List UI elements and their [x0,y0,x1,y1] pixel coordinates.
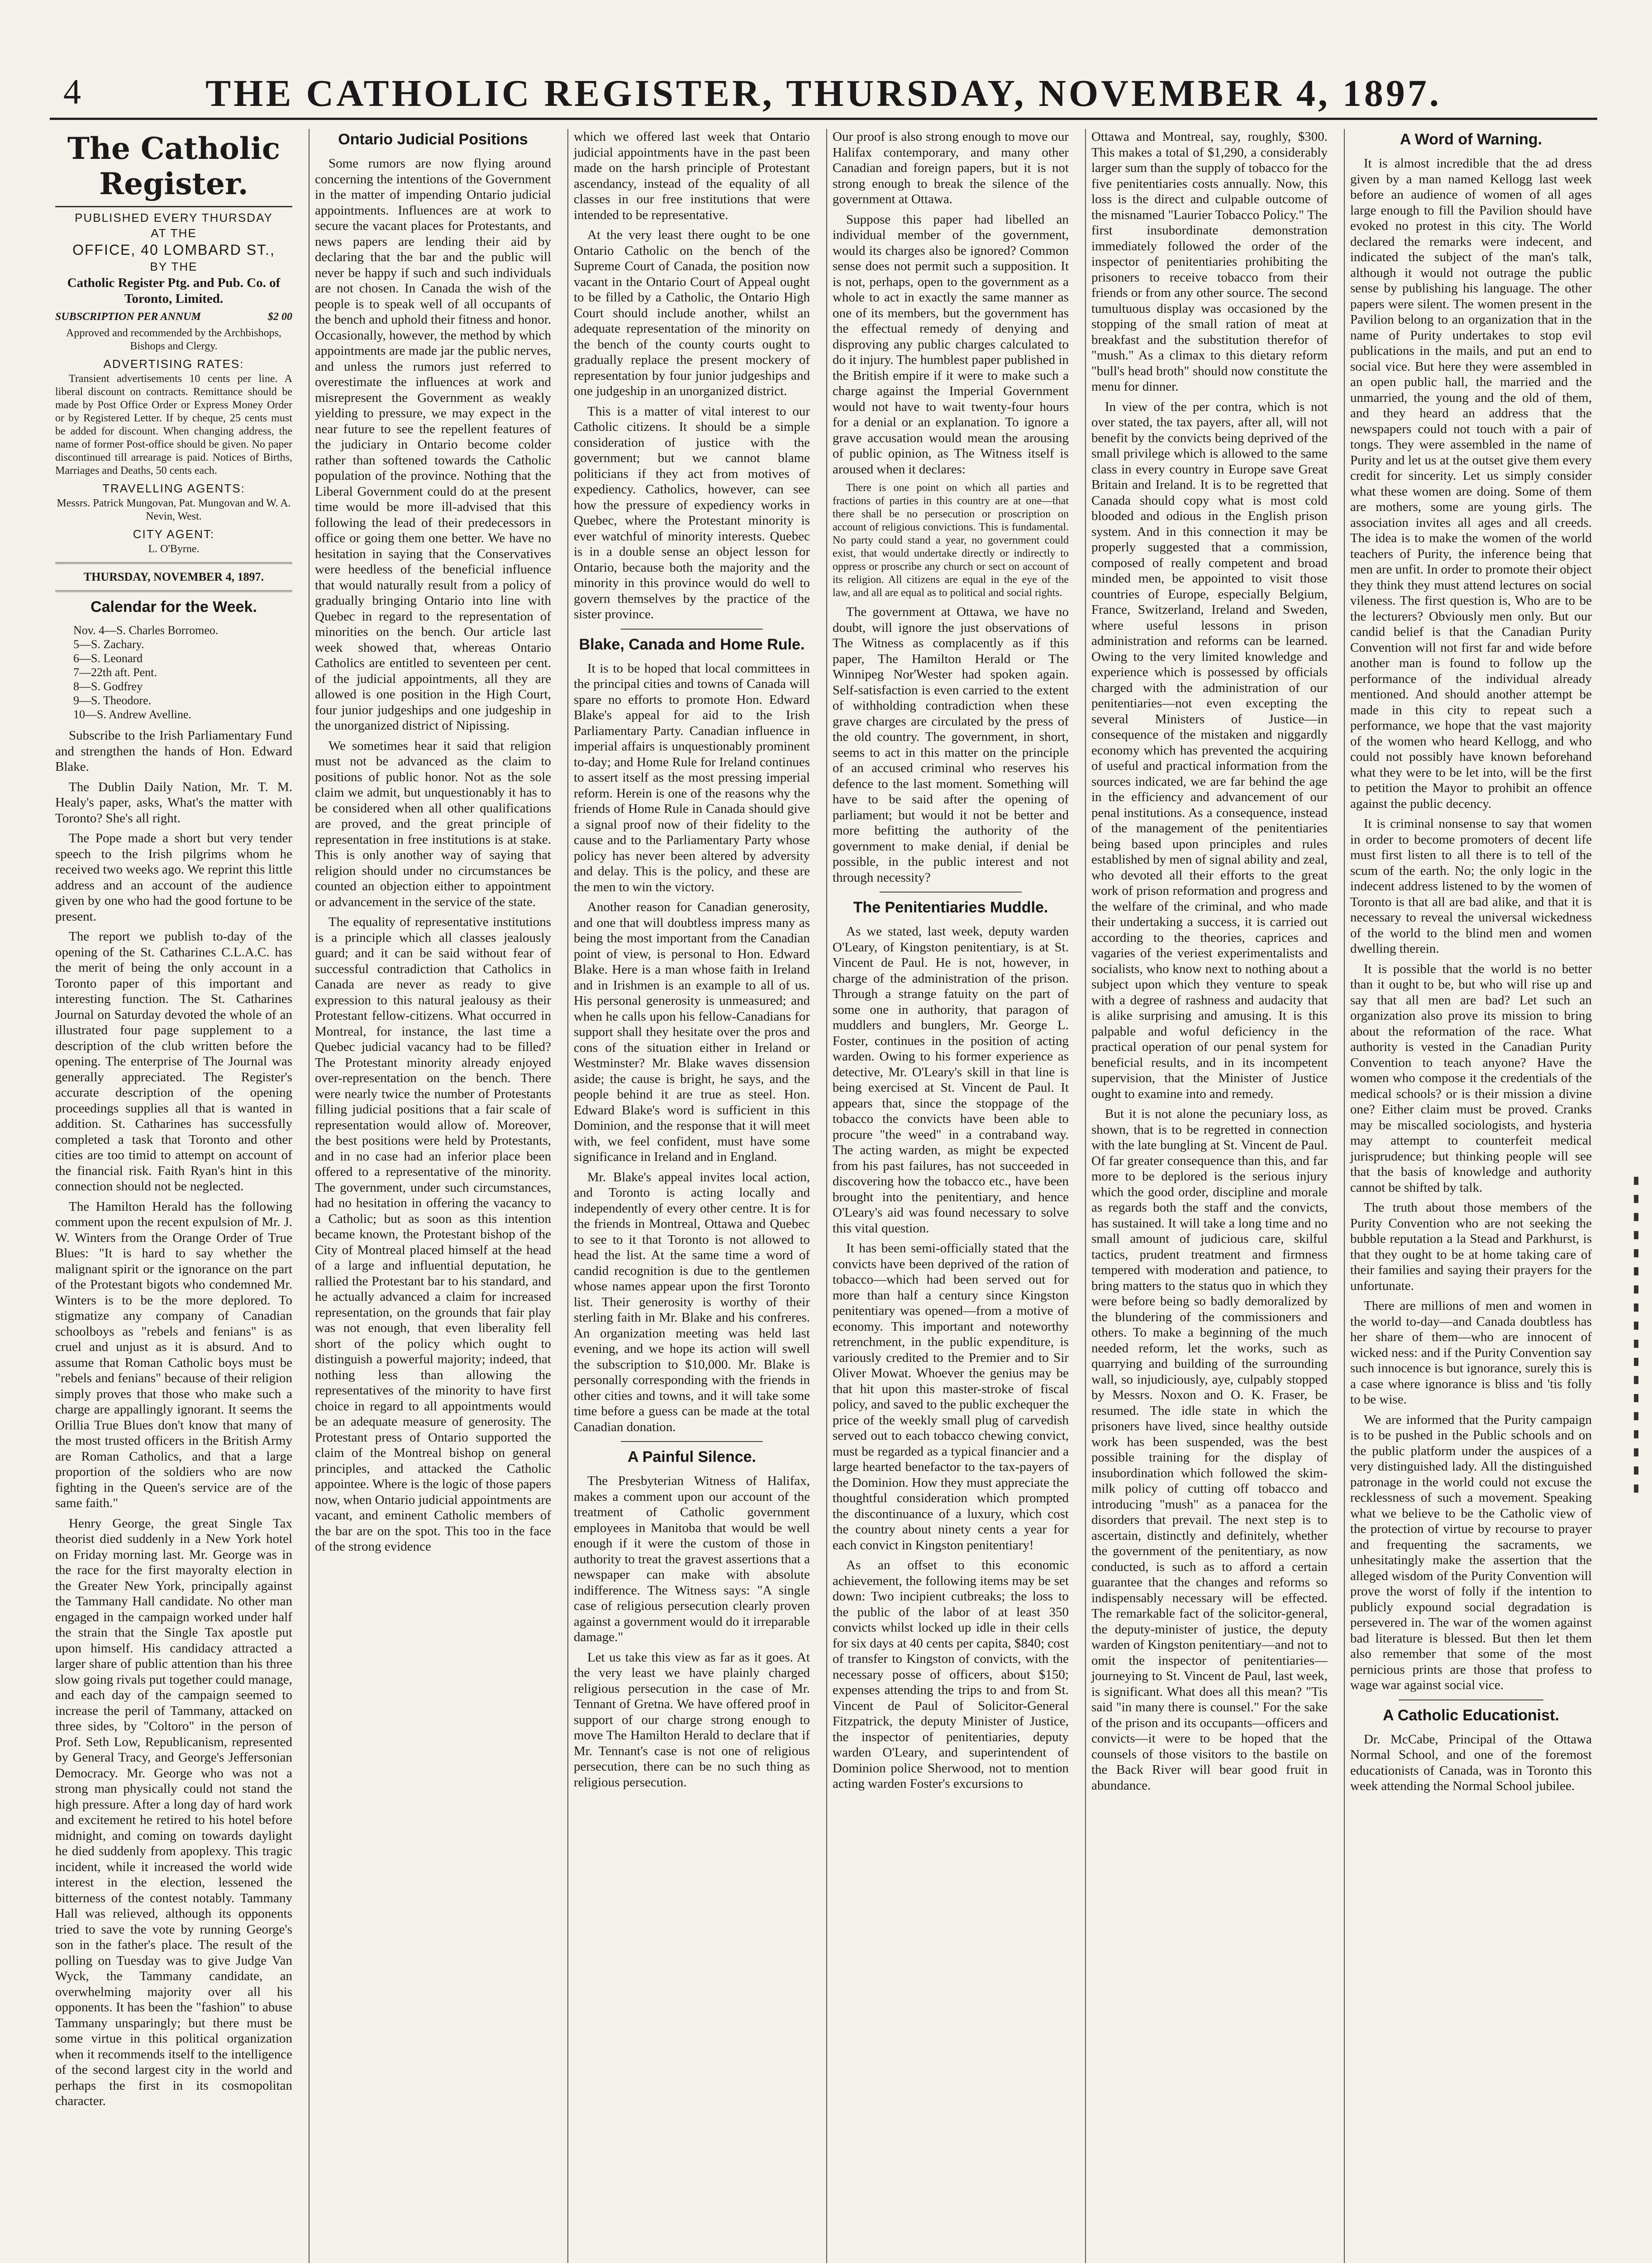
office-address: OFFICE, 40 LOMBARD ST., [72,242,275,258]
paragraph: Some rumors are now flying around concerning the intentions of the Government in the matter of impending Ontario judicial appointments. Influences are at work to secure the vacant places for Protestants, and news papers are lending their aid by declaring that the bar and the public will never be happy if such and such individuals are not chosen. In Canada the wish of the people is to speak well of all occupants of the bench and uphold their fitness and honor. Occasionally, however, the method by which appointments are made jar the public nerves, and unless the rumors just referred to overestimate the influences at work and misrepresent the Government as weakly yielding to pressure, we may expect in the near future to see the repellent features of the judiciary in Ontario become colder rather than softened towards the Catholic population of the province. Nothing that the Liberal Government could do at the present time would be more ill-advised that this following the lead of their predecessors in office or going them one better. We have no hesitation in saying that the Conservatives were heedless of the beneficial influence that would naturally result from a policy of gradually bringing Ontario into line with Quebec in regard to the representation of minorities on the bench. Our article last week showed that, whereas Ontario Catholics are entitled to seventeen per cent. of the judicial appointments, all they are allowed is one position in the High Court, four junior judgeships and one judgeship in the unorganized district of Nipissing. [315,156,551,733]
paragraph: We sometimes hear it said that religion must not be advanced as the claim to positions of public honor. Not as the sole claim we admit, but unquestionably it has to be considered when all other qualifications are proved, and the great principle of representation in free institutions is at stake. This is only another way of saying that religion should under no circumstances be counted an objection either to appointment or advancement in the service of the state. [315,738,551,909]
paragraph: There are millions of men and women in the world to-day—and Canada doubtless has her share of them—who are innocent of wicked ness: and if the Purity Convention say such innocence is but ignorance, surely this is a case where ignorance is bliss and 'tis folly to be wise. [1350,1299,1592,1407]
paragraph: Henry George, the great Single Tax theorist died suddenly in a New York hotel on Friday morning last. Mr. George was in the race for the first mayoralty election in the Greater New York, principally against the Tammany Hall candidate. No other man engaged in the campaign worked under half the strain that the Single Tax apostle put upon himself. His candidacy attracted a larger share of public attention than his three slow going rivals put together could manage, and each day of the campaign seemed to increase the peril of Tammany, attacked on three sides, by "Coltoro" in the person of Prof. Seth Low, Republicanism, represented by General Tracy, and George's Jeffersonian Democracy. Mr. George who was not a strong man physically could not stand the high pressure. After a long day of hard work and excitement he retired to his hotel before midnight, and coming on towards daylight he died suddenly from apoplexy. This tragic incident, while it increased the world wide interest in the election, lessened the bitterness of the contest notably. Tammany Hall was relieved, although its opponents tried to save the vote by running George's son in the father's place. The result of the polling on Tuesday was to give Judge Van Wyck, the Tammany candidate, an overwhelming majority over all his opponents. It has been the "fashion" to abuse Tammany unsparingly; but there must be some virtue in this political organization when it recommends itself to the intelligence of the second largest city in the world and perhaps the first in its cosmopolitan character. [55,1516,292,2108]
article-heading: A Catholic Educationist. [1383,1706,1559,1724]
travelling-text: Messrs. Patrick Mungovan, Pat. Mungovan and W. A. Nevin, West. [57,497,291,522]
subscription-amount: $2 00 [268,311,292,323]
article-heading: Ontario Judicial Positions [338,131,528,148]
paragraph: Mr. Blake's appeal invites local action, and Toronto is acting locally and independently of every other centre. It is for the friends in Montreal, Ottawa and Quebec to see to it that Toronto is not allowed to head the list. At the same time a word of candid recognition is due to the gentlemen whose names appear upon the first Toronto list. Their generosity is worthy of their sterling faith in Mr. Blake and his confreres. An organization meeting was held last evening, and we hope its action will swell the subscription to $10,000. Mr. Blake is personally corresponding with the friends in other cities and towns, and it will take some time before a guess can be made at the total Canadian donation. [574,1170,810,1434]
column-4 [826,129,1074,2263]
paragraph: It is criminal nonsense to say that women in order to become promoters of decent life must first listen to all there is to tell of the scum of the earth. No; the only logic in the indecent address listened to by the women of Toronto is that all are bad alike, and that it is necessary to reveal the universal wickedness of the world to the blind men and women dwelling therein. [1350,816,1592,956]
column-3 [567,129,815,2263]
divider [880,892,1021,893]
company-name: Catholic Register Ptg. and Pub. Co. of Toronto, Limited. [67,276,281,306]
paper-nameplate: The Catholic Register. [55,131,292,207]
paragraph: The Dublin Daily Nation, Mr. T. M. Healy's paper, asks, What's the matter with Toronto? She's all right. [55,779,292,826]
calendar-item: 9—S. Theodore. [73,694,152,707]
paragraph: Let us take this view as far as it goes. At the very least we have plainly charged religious persecution in the case of Mr. Tennant of Gretna. We have offered proof in support of our charge strong enough to move The Hamilton Herald to declare that if Mr. Tennant's case is not one of religious persecution, there can be no such thing as religious persecution. [574,1650,810,1790]
travelling-head: TRAVELLING AGENTS: [102,482,245,495]
paragraph: Our proof is also strong enough to move our Halifax contemporary, and many other Canadian and foreign papers, but it is not strong enough to break the silence of the government at Ottawa. [833,129,1069,206]
article-heading: Blake, Canada and Home Rule. [579,635,805,653]
page-number: 4 [63,72,81,111]
paragraph: At the very least there ought to be one Ontario Catholic on the bench of the Supreme Court of Canada, the position now vacant in the Ontario Court of Appeal ought to be filled by a Catholic, the Ontario High Court should include another, whilst an adequate representation of the minority on the bench of the county courts ought to gradually replace the present mockery of representation by four junior judgeships and one judgeship in an unorganized district. [574,228,810,398]
city-agent-head: CITY AGENT: [133,527,215,541]
paragraph: Another reason for Canadian generosity, and one that will doubtless impress many as being the most important from the Canadian point of view, is personal to Hon. Edward Blake. Here is a man whose faith in Ireland and in Irishmen is an example to all of us. His personal generosity is unmeasured; and when he calls upon his fellow-Canadians for support shall they hesitate over the pros and cons of the situation either in Ireland or Westminster? Mr. Blake waves dissension aside; the cause is bright, he says, and the people behind it are true as steel. Hon. Edward Blake's word is sufficient in this Dominion, and the response that it will meet with, we feel confident, must have some significance in Ireland and in England. [574,900,810,1164]
approval-note: Approved and recommended by the Archbishops, Bishops and Clergy. [66,327,281,352]
calendar-item: 7—22th aft. Pent. [73,666,157,679]
column-6 [1344,129,1597,2263]
advertising-text: Transient advertisements 10 cents per line. A liberal discount on contracts. Remittance should be made by Post Office Order or Express Money Order or by Registered Letter. If by cheque, 25 cents must be added for discount. When changing address, the name of former Post-office should be given. No paper discontinued till arrearage is paid. Notices of Births, Marriages and Deaths, 50 cents each. [55,373,292,477]
divider [55,562,292,564]
column-2 [309,129,557,2263]
column-1 [50,129,298,2263]
article-heading: A Painful Silence. [627,1448,757,1466]
paragraph: But it is not alone the pecuniary loss, as shown, that is to be regretted in connection with the late bungling at St. Vincent de Paul. Of far greater consequence than this, and far more to be deplored is the serious injury which the good order, discipline and morale as regards both the staff and the convicts, has sustained. It will take a long time and no small amount of judicious care, skilful tactics, prudent treatment and firmness tempered with moderation and patience, to bring matters to the status quo in which they were before being so badly demoralized by the blundering of the commissioners and others. To make a beginning of the much needed reform, let the works, such as quarrying and building of the surrounding wall, so injudiciously, aye, culpably stopped by Messrs. Noxon and O. K. Fraser, be resumed. The idle state in which the prisoners have lived, since healthy outside work has been suspended, was the best possible training for the display of insubordination which followed the skim-milk policy of cutting off tobacco and introducing "mush" as a panacea for the disorders that prevail. The next step is to ascertain, distinctly and definitely, whether the government of the penitentiary, as now conducted, is such as to afford a certain guarantee that the changes and reforms so indispensably necessary will be effected. The remarkable fact of the solicitor-general, the deputy-minister of justice, the deputy warden of Kingston penitentiary—and not to omit the inspector of penitentiaries—journeying to St. Vincent de Paul, last week, is significant. What does all this mean? "Tis said "in many there is counsel." For the sake of the prison and its occupants—officers and convicts—it were to be hoped that the counsels of those visitors to the bastile on the Back River will bear good fruit in abundance. [1091,1107,1328,1793]
scan-edge-artifact [1634,1177,1638,1494]
subscription-label: SUBSCRIPTION PER ANNUM [55,311,201,323]
paragraph: In view of the per contra, which is not over stated, the tax payers, after all, will not benefit by the convicts being deprived of the small privilege which is allowed to the same class in every country in Europe save Great Britain and Ireland. It is to be regretted that Canada should copy what is most cold blooded and odious in the English prison system. And in this connection it may be properly suggested that a commission, composed of really competent and broad minded men, be appointed to visit those countries of Europe, especially Belgium, France, Switzerland, Ireland and Sweden, where useful lessons in prison administration and reforms can be learned. Owing to the very limited knowledge and experience which is possessed by officials charged with the administration of our penitentiaries—not even excepting the several Ministers of Justice—in consequence of the mistaken and niggardly economy which has prevented the acquiring of useful and practical information from the sources indicated, we are far behind the age in the efficiency and advancement of our penal institutions. As a consequence, instead of the management of the penitentiaries being based upon principles and rules established by men of signal ability and zeal, who devoted all their efforts to the great work of prison reformation and progress and the welfare of the criminal, and who made their undertaking a success, it is carried out according to the theories, caprices and vagaries of the veriest experimentalists and socialists, who know next to nothing about a subject upon which they venture to speak with a degree of rashness and audacity that is alike surprising and amusing. It is this palpable and woful deficiency in the practical operation of our penal system for beneficial results, and in its incompetent supervision, that the Minister of Justice ought to examine into and remedy. [1091,399,1328,1101]
paragraph: It has been semi-officially stated that the convicts have been deprived of the ration of tobacco—which had been served out for more than half a century since Kingston penitentiary was opened—from a motive of economy. This important and noteworthy retrenchment, in the public expenditure, is variously credited to the Premier and to Sir Oliver Mowat. Whoever the genius may be that hit upon this master-stroke of fiscal policy, and saved to the public exchequer the price of the weekly small plug of carvedish served out to each tobacco chewing convict, must be regarded as a typical financier and a large hearted benefactor to the tax-payers of the Dominion. How they must appreciate the thoughtful consideration which prompted the discontinuance of a luxury, which cost the country about ninety cents a year for each convict in Kingston penitentiary! [833,1241,1069,1552]
paragraph: The report we publish to-day of the opening of the St. Catharines C.L.A.C. has the merit of being the only account in a Toronto paper of this important and interesting function. The St. Catharines Journal on Saturday devoted the whole of an illustrated four page supplement to a description of the club written before the opening. The enterprise of The Journal was generally appreciated. The Register's accurate description of the opening proceedings supplies all that is wanted in addition. St. Catharines has successfully completed a task that Toronto and other cities are too timid to attempt on account of the financial risk. Faith Ryan's hint in this connection should not be neglected. [55,929,292,1194]
paragraph: The government at Ottawa, we have no doubt, will ignore the just observations of The Witness as complacently as if this paper, The Hamilton Herald or The Winnipeg Nor'Wester had spoken again. Self-satisfaction is even carried to the extent of withholding contradiction when these grave charges are circulated by the press of the old country. The government, in short, seems to act in this matter on the principle of an accused criminal who reserves his defence to the last moment. Something will have to be said after the opening of parliament; but would it not be better and more befitting the authority of the government to make denial, if denial be possible, in the public interest and not through necessity? [833,605,1069,885]
at-the: AT THE [151,226,197,240]
page-title: THE CATHOLIC REGISTER, THURSDAY, NOVEMBER 4, 1897. [205,72,1442,115]
masthead [50,63,1597,120]
paragraph: Dr. McCabe, Principal of the Ottawa Normal School, and one of the foremost educationists of Canada, was in Toronto this week attending the Normal School jubilee. [1350,1732,1592,1793]
quotation: There is one point on which all parties and fractions of parties in this country are at one—that there shall be no persecution or proscription on account of religious convictions. This is fundamental. No party could stand a year, no government could exist, that would undertake directly or indirectly to oppress or proscribe any church or sect on account of its religion. All citizens are equal in the eye of the law, and all are equal as to political and social rights. [833,482,1069,599]
paragraph: As we stated, last week, deputy warden O'Leary, of Kingston penitentiary, is at St. Vincent de Paul. He is not, however, in charge of the administration of the prison. Through a strange fatuity on the part of some one in authority, that paragon of muddlers and bunglers, Mr. George L. Foster, continues in the position of acting warden. Owing to his former experience as detective, Mr. O'Leary's skill in that line is being exercised at St. Vincent de Paul. It appears that, since the stoppage of the tobacco the convicts have been able to procure "the weed" in a contraband way. The acting warden, as might be expected from his past failures, has not succeeded in discovering how the tobacco etc., have been brought into the penitentiary, and hence O'Leary's aid was found necessary to solve this vital question. [833,924,1069,1236]
calendar-item: 6—S. Leonard [73,652,143,665]
paragraph: Suppose this paper had libelled an individual member of the government, would its charges also be ignored? Common sense does not permit such a supposition. It is not, perhaps, open to the government as a whole to act in exactly the same manner as one of its members, but the government has the effectual remedy of denying and disproving any public charges calculated to do it injury. The humblest paper published in the British empire if it were to make such a charge against the Imperial Government would not have to wait twenty-four hours for a denial or an explanation. To ignore a grave accusation would mean the arousing of public opinion, as The Witness itself is aroused when it declares: [833,212,1069,477]
published-line: PUBLISHED EVERY THURSDAY [75,211,273,224]
calendar-list [55,623,292,721]
paragraph: We are informed that the Purity campaign is to be pushed in the Public schools and on the public platform under the auspices of a very distinguished lady. All the distinguished patronage in the world could not excuse the recklessness of such a movement. Speaking what we believe to be the Catholic view of the protection of virtue by recourse to prayer and frequenting the sacraments, we unhesitatingly make the assertion that the alleged wisdom of the Purity Convention will prove the worst of folly if the intention to publicly expound social degradation is persevered in. The war of the women against bad literature is blessed. But then let them also remember that some of the most pernicious prints are those that profess to wage war against social vice. [1350,1412,1592,1692]
dateline: THURSDAY, NOVEMBER 4, 1897. [83,570,264,583]
paragraph: It is to be hoped that local committees in the principal cities and towns of Canada will spare no efforts to promote Hon. Edward Blake's appeal for aid to the Irish Parliamentary Party. Canadian influence in imperial affairs is unquestionably prominent to-day; and Home Rule for Ireland continues to assert itself as the most pressing imperial reform. Herein is one of the reasons why the friends of Home Rule in Canada should give a signal proof now of their fidelity to the cause and to the Parliamentary Party whose policy has never been altered by adversity and delay. This is the policy, and these are the men to win the victory. [574,661,810,894]
divider [621,1441,762,1442]
advertising-head: ADVERTISING RATES: [103,357,244,371]
paragraph: The Presbyterian Witness of Halifax, makes a comment upon our account of the treatment of Catholic government employees in Manitoba that would be well enough if it were the custom of those in authority to treat the gravest assertions that a newspaper can make with absolute indifference. The Witness says: "A single case of religious persecution clearly proven against a government would do it irreparable damage." [574,1474,810,1644]
paragraph: The Hamilton Herald has the following comment upon the recent expulsion of Mr. J. W. Winters from the Orange Order of True Blues: "It is hard to say whether the malignant spirit or the ignorance on the part of the Protestant bigots who condemned Mr. Winters is to be the more deplored. To stigmatize any company of Canadian schoolboys as "rebels and fenians" is as cruel and unjust as it is absurd. And to assume that Roman Catholic boys must be "rebels and fenians" because of their religion simply proves that those who make such a charge are appallingly ignorant. It seems the Orillia True Blues don't know that many of the most trusted officers in the British Army are Roman Catholics, and that a large proportion of the soldiers who are now fighting in the Queen's service are of the same faith." [55,1199,292,1510]
paragraph: The Pope made a short but very tender speech to the Irish pilgrims whom he received two weeks ago. We reprint this little address and an account of the audience given by one who had the good fortune to be present. [55,831,292,924]
paragraph: It is possible that the world is no better than it ought to be, but who will rise up and say that all men are bad? Let such an organization also prove its mission to bring about the reformation of the race. What authority is vested in the Canadian Purity Convention to teach anyone? Have the women who compose it the credentials of the medical schools? or is their mission a divine one? Either claim must be proved. Cranks may be miscalled sociologists, and hysteria may attempt to counterfeit medical jurisprudence; but thinking people will see that the basis of knowledge and authority cannot be shifted by talk. [1350,961,1592,1195]
calendar-heading: Calendar for the Week. [90,598,257,616]
paragraph: Subscribe to the Irish Parliamentary Fund and strengthen the hands of Hon. Edward Blake. [55,728,292,774]
subscription-price [55,311,292,323]
divider [621,629,762,630]
column-5 [1085,129,1333,2263]
paragraph: Ottawa and Montreal, say, roughly, $300. This makes a total of $1,290, a considerably larger sum than the supply of tobacco for the five penitentiaries costs annually. Now, this loss is the direct and culpable outcome of the misnamed "Laurier Tobacco Policy." The first insubordinate demonstration immediately followed the order of the inspector of penitentiaries prohibiting the prisoners to receive tobacco from their friends or from any other source. The second tumultuous display was occasioned by the stopping of the small ration of meat at breakfast and the substitution therefor of "mush." As a climax to this dietary reform "bull's head broth" should now constitute the menu for dinner. [1091,129,1328,394]
paragraph: The equality of representative institutions is a principle which all classes jealously guard; and it can be said without fear of successful contradiction that Catholics in Canada are never as ready to give expression to this natural jealousy as their Protestant fellow-citizens. What occurred in Montreal, for instance, the last time a Quebec judicial vacancy had to be filled? The Protestant minority already enjoyed over-representation on the bench. There were nearly twice the number of Protestants filling judicial positions that a fair scale of representation would allow of. Moreover, the best positions were held by Protestants, and in no case had an inferior place been offered to a representative of the minority. The government, under such circumstances, had no hesitation in offering the vacancy to a Catholic; but as soon as this intention became known, the Protestant bishop of the City of Montreal placed himself at the head of a large and influential deputation, he rallied the Protestant bar to his standard, and he actually advanced a claim for increased representation, on the grounds that fair play was not enough, that even liberality fell short of the policy which ought to distinguish a powerful majority; indeed, that nothing less than allowing the representatives of the minority to have first choice in regard to all appointments would be an adequate measure of generosity. The Protestant press of Ontario supported the claim of the Montreal bishop on general principles, and attacked the Catholic appointee. Where is the logic of those papers now, when Ontario judicial appointments are vacant, and eminent Catholic members of the bar are on the spot. This too in the face of the strong evidence [315,915,551,1554]
calendar-item: 8—S. Godfrey [73,680,143,693]
calendar-item: Nov. 4—S. Charles Borromeo. [73,624,219,637]
paragraph: It is almost incredible that the ad dress given by a man named Kellogg last week before an audience of women of all ages large enough to fill the Pavilion should have evoked no protest in this city. The World declared the remarks were indecent, and indicated the subject of the man's talk, although it would not outrage the public sense by publishing his language. The other papers were silent. The women present in the Pavilion belong to an organization that in the name of Purity undertakes to stop evil publications in the mails, and put an end to social vice. But here they were assembled in an open public hall, the married and the unmarried, the young and the old of them, and they heard an address that the newspapers could not touch with a pair of tongs. They were assembled in the name of Purity and let us at the outset give them every credit for sincerity. Let us simply consider what these women are doing. Some of them are mothers, some are young girls. The association invites all ages and all creeds. The idea is to make the women of the world teachers of Purity, the inference being that men are unfit. In order to promote their object they think they must attend lectures on social vileness. The first question is, Who are to be the lecturers? Obviously men only. But our candid belief is that the Canadian Purity Convention will not first far and wide before another man is found to follow up the performance of the individual already mentioned. And should another attempt be made in this city to repeat such a performance, we hope that the vast majority of the women who heard Kellogg, and who could not possibly have known beforehand what they were to be let into, will be the first to petition the Mayor to prohibit an offence against the public decency. [1350,156,1592,811]
calendar-item: 10—S. Andrew Avelline. [73,708,191,721]
paragraph: which we offered last week that Ontario judicial appointments have in the past been made on the harsh principle of Protestant ascendancy, instead of the equality of all classes in our free institutions that were intended to be representative. [574,129,810,222]
calendar-item: 5—S. Zachary. [73,638,144,651]
article-heading: The Penitentiaries Muddle. [853,899,1048,916]
paragraph: This is a matter of vital interest to our Catholic citizens. It should be a simple consideration of justice with the government; but we cannot blame politicians if they act from motives of expediency. Catholics, however, can see how the pressure of expediency works in Quebec, where the Protestant minority is ever watchful of minority interests. Quebec is in a double sense an object lesson for Ontario, because both the majority and the minority in this province would do well to govern themselves by the practice of the sister province. [574,404,810,621]
article-heading: A Word of Warning. [1400,131,1543,148]
paragraph: As an offset to this economic achievement, the following items may be set down: Two incipient cutbreaks; the loss to the public of the labor of at least 350 convicts whilst locked up idle in their cells for six days at 40 cents per capita, $840; cost of transfer to Kingston of convicts, with the necessary posse of officers, about $150; expenses attending the trips to and from St. Vincent de Paul of Solicitor-General Fitzpatrick, the deputy Minister of Justice, the inspector of penitentiaries, deputy warden O'Leary, and superintendent of Dominion police Sherwood, not to mention acting warden Foster's excursions to [833,1558,1069,1791]
divider [55,590,292,592]
paragraph: The truth about those members of the Purity Convention who are not seeking the bubble reputation a la Stead and Parkhurst, is that they ought to be at home taking care of their families and saying their prayers for the unfortunate. [1350,1200,1592,1293]
columns [50,129,1597,2263]
newspaper-page [50,45,1597,2263]
city-agent-text: L. O'Byrne. [148,543,200,555]
by-the: BY THE [150,260,198,273]
